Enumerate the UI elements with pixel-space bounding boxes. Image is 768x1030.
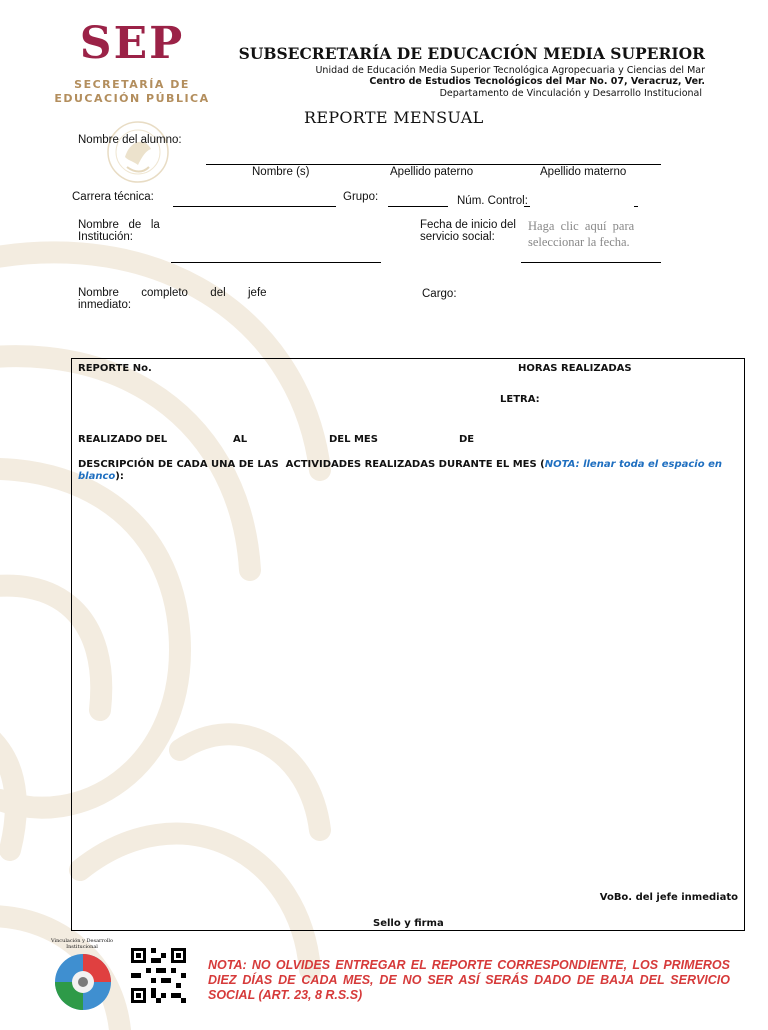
start-date-field[interactable] [521, 262, 661, 263]
position-label: Cargo: [422, 288, 457, 300]
start-date-label-line2: servicio social: [420, 231, 495, 243]
paternal-surname-sublabel: Apellido paterno [390, 166, 474, 178]
report-number-label: REPORTE No. [78, 363, 152, 374]
of-month-label: DEL MES [329, 434, 378, 445]
name-sublabel: Nombre (s) [252, 166, 310, 178]
institution-label [78, 219, 164, 243]
done-from-label: REALIZADO DEL [78, 434, 168, 445]
vinculacion-logo-icon [50, 952, 116, 1012]
description-heading [78, 459, 740, 483]
hours-label: HORAS REALIZADAS [518, 363, 632, 374]
institution-label-line2: Institución: [78, 231, 133, 243]
of-label: DE [459, 434, 475, 445]
sep-logo [52, 18, 212, 106]
description-area[interactable] [78, 487, 738, 882]
national-seal-icon [105, 115, 171, 189]
header-title: SUBSECRETARÍA DE EDUCACIÓN MEDIA SUPERIOR [238, 44, 705, 63]
vinculacion-title: Vinculación y Desarrollo Institucional [50, 938, 114, 950]
date-placeholder-line2: seleccionar la fecha. [528, 235, 630, 249]
institution-label-line1: Nombre de la [78, 219, 160, 231]
control-number-label: Núm. Control: [457, 195, 528, 207]
header-line-2: Centro de Estudios Tecnológicos del Mar No. 07, Veracruz, Ver. [369, 76, 705, 87]
sep-logo-line2: EDUCACIÓN PÚBLICA [54, 92, 210, 105]
to-label: AL [233, 434, 248, 445]
letter-label: LETRA: [500, 394, 540, 405]
institution-field[interactable] [171, 262, 381, 263]
career-label: Carrera técnica: [72, 191, 154, 203]
qr-code-icon [131, 947, 186, 1004]
boss-name-label-line2: inmediato: [78, 299, 132, 311]
boss-name-label-line1: Nombre completo del jefe [78, 287, 267, 299]
vobo-label: VoBo. del jefe inmediato [599, 892, 738, 903]
header-line-3: Departamento de Vinculación y Desarrollo Institucional [439, 88, 702, 99]
report-box [71, 358, 745, 931]
career-field[interactable] [173, 206, 336, 207]
report-title: REPORTE MENSUAL [304, 108, 484, 127]
start-date-picker[interactable] [528, 218, 634, 250]
group-field[interactable] [388, 206, 448, 207]
seal-signature-label: Sello y firma [373, 918, 444, 929]
control-number-field[interactable] [524, 206, 530, 207]
footer-warning-note: NOTA: NO OLVIDES ENTREGAR EL REPORTE CORRESPONDIENTE, LOS PRIMEROS DIEZ DÍAS DE CADA MES, DE NO SER ASÍ SERÁS DADO DE BAJA DEL SERVICIO SOCIAL (ART. 23, 8 R.S.S) [208, 958, 730, 1002]
student-name-label: Nombre del alumno: [78, 134, 182, 146]
start-date-label [420, 219, 516, 243]
description-text: DESCRIPCIÓN DE CADA UNA DE LAS ACTIVIDADES REALIZADAS DURANTE EL MES ( [78, 459, 545, 470]
header-line-1: Unidad de Educación Media Superior Tecnológica Agropecuaria y Ciencias del Mar [315, 65, 705, 76]
sep-logo-text: SEP [79, 18, 185, 69]
group-label: Grupo: [343, 191, 379, 203]
start-date-label-line1: Fecha de inicio del [420, 219, 516, 231]
student-name-field[interactable] [206, 164, 661, 165]
description-note: NOTA: llenar toda el espacio en blanco [78, 459, 726, 482]
boss-name-label [78, 287, 267, 311]
sep-logo-line1: SECRETARÍA DE [74, 78, 190, 91]
description-end: ): [115, 471, 124, 482]
control-number-end [634, 206, 638, 207]
date-placeholder-line1: Haga clic aquí para [528, 219, 635, 233]
maternal-surname-sublabel: Apellido materno [540, 166, 627, 178]
